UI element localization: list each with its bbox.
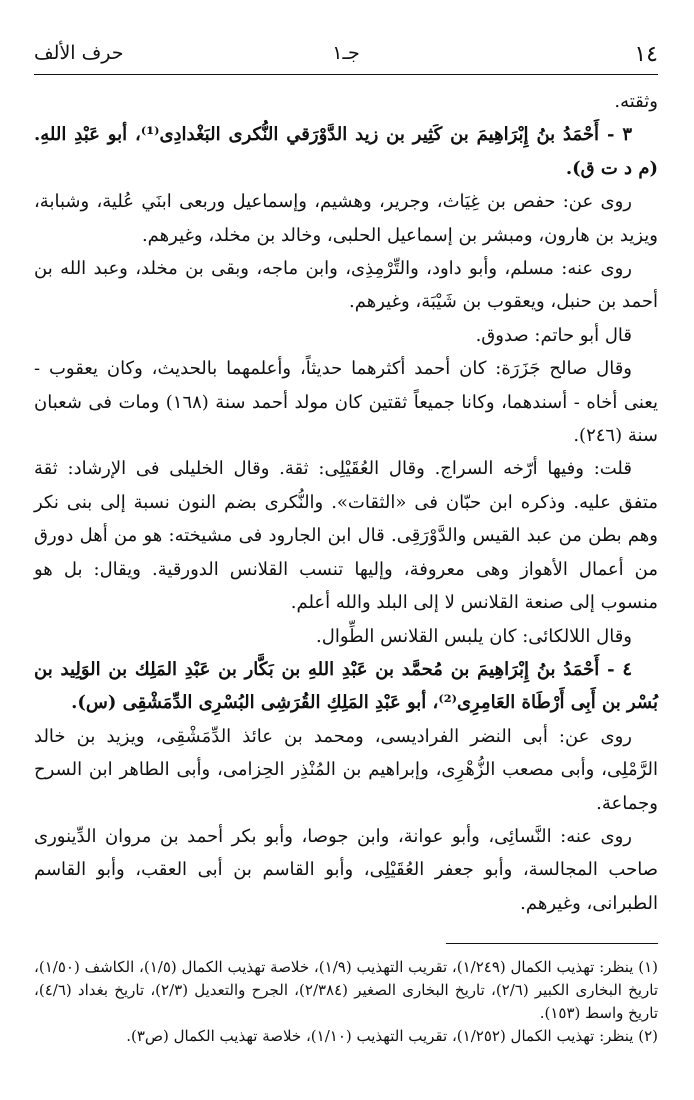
volume-label: جـ١ [332, 42, 360, 64]
main-text [34, 85, 658, 920]
page-header [34, 42, 658, 75]
paragraph: قال أبو حاتم: صدوق. [475, 324, 632, 346]
paragraph: وقال اللالكائى: كان يلبس القلانس الطِّوال. [316, 625, 632, 647]
paragraph: روى عنه: النَّسائِى، وأبو عوانة، وابن جوصا، وأبو بكر أحمد بن مروان الدِّينورى صاحب المجالسة، وأبو جعفر العُقَيْلِى، وأبو القاسم بن أبى العقب، وأبو القاسم الطبرانى، وغيرهم. [34, 825, 658, 914]
footnotes [34, 956, 658, 1048]
footnote: (٢) ينظر: تهذيب الكمال (١/٢٥٢)، تقريب التهذيب (١/١٠)، خلاصة تهذيب الكمال (ص٣). [126, 1027, 658, 1046]
paragraph: روى عن: حفص بن غِيَاث، وجرير، وهشيم، وإسماعيل وربعى ابنَي عُلية، وشبابة، ويزيد بن هارون، ومبشر بن إسماعيل الحلبى، وخالد بن مخلد، وغيرهم. [34, 191, 658, 246]
footnote: (١) ينظر: تهذيب الكمال (١/٢٤٩)، تقريب التهذيب (١/٩)، خلاصة تهذيب الكمال (١/٥)، الكاشف (١/٥٠)، تاريخ البخارى الكبير (٢/٦)، تاريخ البخارى الصغير (٢/٣٨٤)، الجرح والتعديل (٢/٣)، تاريخ بغداد (٤/٦)، تاريخ واسط (١٥٣). [34, 958, 659, 1023]
paragraph: وثقته. [614, 91, 658, 112]
paragraph: روى عن: أبى النضر الفراديسى، ومحمد بن عائذ الدِّمَشْقِى، ويزيد بن خالد الرَّمْلِى، وأبى مصعب الزُّهْرِى، وإبراهيم بن المُنْذِر الحِزامى، وأبى الطاهر ابن السرح وجماعة. [34, 725, 658, 814]
entry-heading: ٣ - أَحْمَدُ بنُ إِبْرَاهِيمَ بن كَثِير بن زيد الدَّوْرَقي النُّكرى البَغْدادِى⁽¹⁾، أبو عَبْدِ اللهِ. (م د ت ق). [34, 124, 658, 179]
page-number: ١٤ [634, 42, 658, 67]
paragraph: روى عنه: مسلم، وأبو داود، والتِّرْمِذِى، وابن ماجه، وبقى بن مخلد، وعبد الله بن أحمد بن حنبل، ويعقوب بن شَيْبَة، وغيرهم. [34, 258, 658, 313]
footnote-divider [446, 943, 658, 944]
chapter-title: حرف الألف [34, 42, 124, 64]
entry-heading: ٤ - أَحْمَدُ بنُ إِبْرَاهِيمَ بن مُحمَّد بن عَبْدِ اللهِ بن بَكَّار بن عَبْدِ المَلِك بن الوَلِيد بن بُسْر بن أَبِى أَرْطَاة العَامِرِى⁽²⁾، أبو عَبْدِ المَلِكِ القُرَشِى البُسْرِى الدِّمَشْقِى (س). [34, 658, 658, 714]
paragraph: وقال صالح جَزَرَة: كان أحمد أكثرهما حديثاً، وأعلمهما بالحديث، وكان يعقوب - يعنى أخاه - أسندهما، وكانا جميعاً ثقتين كان مولد أحمد سنة (١٦٨) ومات فى شعبان سنة (٢٤٦). [34, 358, 658, 447]
paragraph: قلت: وفيها أرّخه السراج. وقال العُقَيْلِى: ثقة. وقال الخليلى فى الإرشاد: ثقة متفق عليه. وذكره ابن حبّان فى «الثقات». والنُّكرى بضم النون نسبة إلى بنى نكر وهم بطن من عبد القيس والدَّوْرَقِى. قال ابن الجارود فى مشيخته: هو من أهل دورق من أعمال الأهواز وهى معروفة، وإليها تنسب القلانس الدورقية. ويقال: بل هو منسوب إلى صنعة القلانس لا إلى البلد والله أعلم. [34, 458, 658, 614]
